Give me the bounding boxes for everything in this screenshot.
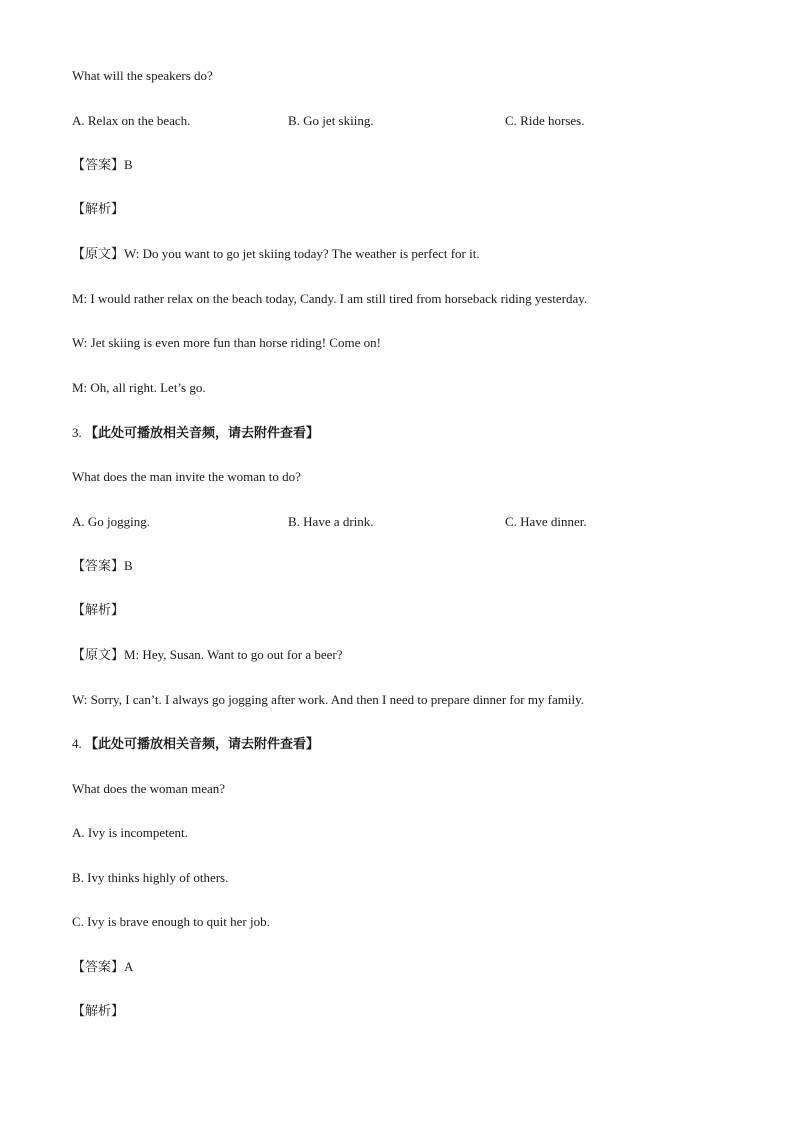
original-tag: 【原文】 <box>72 648 125 663</box>
q4-option-a: A. Ivy is incompetent. <box>72 825 188 840</box>
q4-number: 4. <box>72 736 82 751</box>
q3-heading <box>72 424 319 443</box>
q3-option-a: A. Go jogging. <box>72 514 150 529</box>
q3-analysis-tag: 【解析】 <box>72 603 125 618</box>
q3-transcript-line-2: W: Sorry, I can’t. I always go jogging after work. And then I need to prepare dinner for my family. <box>72 692 585 707</box>
q2-transcript-line-1 <box>72 245 480 264</box>
q2-option-b: B. Go jet skiing. <box>288 113 374 128</box>
q3-transcript-line-1 <box>72 646 342 665</box>
q2-analysis-tag: 【解析】 <box>72 202 125 217</box>
q3-number: 3. <box>72 425 82 440</box>
q4-answer-line <box>72 958 133 977</box>
q2-answer-value: B <box>124 157 133 172</box>
original-tag: 【原文】 <box>72 247 125 262</box>
q2-transcript-line-3: W: Jet skiing is even more fun than horse riding! Come on! <box>72 335 381 350</box>
q4-answer-value: A <box>124 959 134 974</box>
answer-tag: 【答案】 <box>72 559 125 574</box>
q4-analysis-tag: 【解析】 <box>72 1004 125 1019</box>
q4-option-b: B. Ivy thinks highly of others. <box>72 870 229 885</box>
q2-question: What will the speakers do? <box>72 68 213 83</box>
q3-question: What does the man invite the woman to do? <box>72 469 301 484</box>
q3-option-b: B. Have a drink. <box>288 514 374 529</box>
q2-transcript-line-4: M: Oh, all right. Let’s go. <box>72 380 206 395</box>
q4-question: What does the woman mean? <box>72 781 226 796</box>
q3-answer-value: B <box>124 558 133 573</box>
q2-transcript-text-1: W: Do you want to go jet skiing today? The weather is perfect for it. <box>124 246 480 261</box>
q2-option-c: C. Ride horses. <box>505 113 585 128</box>
q2-transcript-line-2: M: I would rather relax on the beach today, Candy. I am still tired from horseback riding yesterday. <box>72 291 588 306</box>
answer-tag: 【答案】 <box>72 158 125 173</box>
q3-answer-line <box>72 557 133 576</box>
q4-audio-note[interactable]: 【此处可播放相关音频，请去附件查看】 <box>85 737 320 752</box>
q2-option-a: A. Relax on the beach. <box>72 113 191 128</box>
q3-option-c: C. Have dinner. <box>505 514 587 529</box>
q3-transcript-text-1: M: Hey, Susan. Want to go out for a beer? <box>124 647 343 662</box>
q4-option-c: C. Ivy is brave enough to quit her job. <box>72 914 270 929</box>
answer-tag: 【答案】 <box>72 960 125 975</box>
q2-answer-line <box>72 156 133 175</box>
q4-heading <box>72 735 319 754</box>
q3-audio-note[interactable]: 【此处可播放相关音频，请去附件查看】 <box>85 426 320 441</box>
